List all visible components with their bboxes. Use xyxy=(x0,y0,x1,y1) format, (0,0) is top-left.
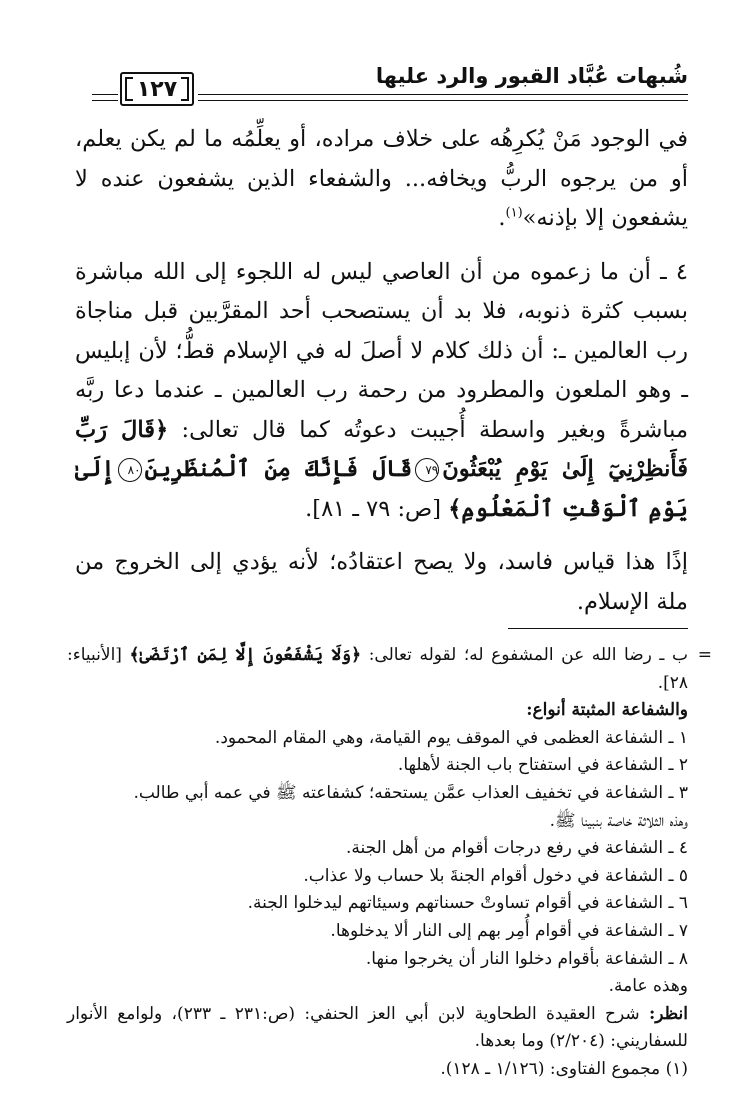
quran-verse-1: ﴿قَالَ رَبِّ فَأَنظِرْنِيٓ إِلَىٰ يَوْمِ يُبْعَثُونَ xyxy=(75,416,688,482)
page-number: ١٢٧ xyxy=(120,72,194,106)
list-item: وهذه الثلاثة خاصة بنبينا ﷺ. xyxy=(549,810,688,831)
header-rule-left xyxy=(92,94,118,101)
running-title: شُبهات عُبَّاد القبور والرد عليها xyxy=(375,64,688,88)
see-text: شرح العقيدة الطحاوية لابن أبي العز الحنفي: (ص:٢٣١ ـ ٢٣٣)، ولوامع الأنوار للسفاريني: (٢/٢٠٤) وما بعدها. xyxy=(67,1003,688,1052)
paragraph-1-end: . xyxy=(498,205,506,231)
list-item: ٤ ـ الشفاعة في رفع درجات أقوام من أهل الجنة. xyxy=(345,838,688,859)
footnote-separator xyxy=(508,628,688,629)
paragraph-1-text: في الوجود مَنْ يُكرِهُه على خلاف مراده، أو يعلِّمُه ما لم يكن يعلم، أو من يرجوه الربُّ ويخافه... والشفعاء الذين يشفعون عنده لا يشفعون إلا بإذنه» xyxy=(75,126,688,231)
list-item: ١ ـ الشفاعة العظمى في الموقف يوم القيامة، وهي المقام المحمود. xyxy=(214,727,688,748)
footnotes xyxy=(67,642,712,1084)
footnote-1-text: مجموع الفتاوى: (١/١٢٦ ـ ١٢٨). xyxy=(440,1058,661,1079)
ayah-marker-80: ٨٠ xyxy=(118,458,142,482)
list-item: ٨ ـ الشفاعة بأقوام دخلوا النار أن يخرجوا منها. xyxy=(365,948,688,969)
footnote-1 xyxy=(67,1056,688,1084)
footnote-b-citation: [الأنبياء: ٢٨]. xyxy=(67,645,688,693)
paragraph-2-text: ٤ ـ أن ما زعموه من أن العاصي ليس له اللجوء إلى الله مباشرة بسبب كثرة ذنوبه، فلا بد أن يستصحب أحد المقرَّبين قبل مناجاة رب العالمين ـ: أن ذلك كلام لا أصلَ له في الإسلام قطُّ؛ لأن إبليس ـ وهو الملعون والمطرود من رحمة رب العالمين ـ عندما دعا ربَّه مباشرةً وبغير واسطة أُجيبت دعوتُه كما قال تعالى: xyxy=(75,258,688,443)
ayah-marker-79: ٧٩ xyxy=(415,458,439,482)
list-item: وهذه عامة. xyxy=(608,976,688,997)
continuation-mark: = xyxy=(697,645,712,665)
list-item: ٧ ـ الشفاعة في أقوام أُمِر بهم إلى النار ألا يدخلوها. xyxy=(330,920,688,941)
list-item: ٣ ـ الشفاعة في تخفيف العذاب عمَّن يستحقه؛ كشفاعته ﷺ في عمه أبي طالب. xyxy=(133,782,688,803)
footnote-ref-1: (١) xyxy=(505,205,523,221)
shafaa-types-heading: والشفاعة المثبتة أنواع: xyxy=(526,700,688,721)
footnote-b-quran: ﴿وَلَا يَشْفَعُونَ إِلَّا لِمَنِ ٱرْتَضَىٰ﴾ xyxy=(129,645,362,665)
paragraph-1 xyxy=(75,120,688,239)
references-note xyxy=(67,1001,688,1056)
page-header xyxy=(92,58,688,110)
paragraph-3: إذًا هذا قياس فاسد، ولا يصح اعتقادُه؛ لأنه يؤدي إلى الخروج من ملة الإسلام. xyxy=(75,549,688,615)
footnote-b xyxy=(67,642,688,697)
footnote-b-text: ب ـ رضا الله عن المشفوع له؛ لقوله تعالى: xyxy=(368,645,688,665)
list-item: ٦ ـ الشفاعة في أقوام تساوتْ حسناتهم وسيئاتهم ليدخلوا الجنة. xyxy=(247,893,688,914)
list-item: ٢ ـ الشفاعة في استفتاح باب الجنة لأهلها. xyxy=(397,755,688,776)
main-text xyxy=(75,120,688,622)
paragraph-2 xyxy=(75,253,688,530)
quran-citation: [ص: ٧٩ ـ ٨١]. xyxy=(305,495,442,522)
quran-verse-3: إِلَىٰ يَوْمِ ٱلْوَقْتِ ٱلْمَعْلُومِ﴾ xyxy=(75,456,688,522)
header-rule-right xyxy=(198,94,688,101)
footnote-1-number: (١) xyxy=(665,1058,688,1079)
see-label: انظر: xyxy=(648,1003,689,1024)
quran-verse-2: قَالَ فَإِنَّكَ مِنَ ٱلْمُنظَرِينَ xyxy=(144,456,413,482)
list-item: ٥ ـ الشفاعة في دخول أقوام الجنةَ بلا حساب ولا عذاب. xyxy=(303,865,688,886)
